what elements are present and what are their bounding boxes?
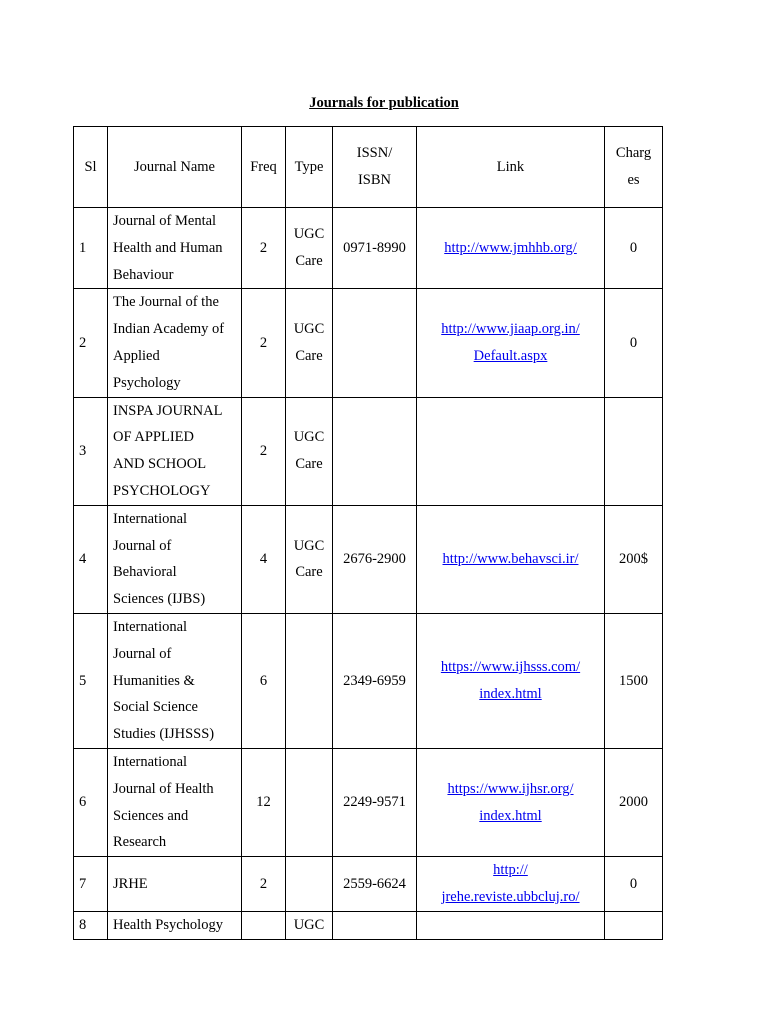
- issn-cell: 0971-8990: [333, 208, 417, 289]
- journal-name-cell: [108, 289, 242, 397]
- header-journal-name: Journal Name: [108, 127, 242, 208]
- journal-name-cell-line: INSPA JOURNAL: [113, 402, 223, 419]
- issn-cell: 2349-6959: [333, 613, 417, 748]
- table-row: [74, 911, 663, 939]
- journal-name-cell-line: Research: [113, 834, 167, 851]
- journal-name-cell-line: Health and Human: [113, 239, 223, 256]
- header-sl: Sl: [74, 127, 108, 208]
- link-cell: [417, 748, 605, 856]
- journal-link[interactable]: [422, 546, 599, 573]
- header-row: [74, 127, 663, 208]
- header-issn: [333, 127, 417, 208]
- charges-cell: 0: [605, 289, 663, 397]
- link-cell: [417, 857, 605, 912]
- journal-link[interactable]: [422, 235, 599, 262]
- journal-name-cell-line: PSYCHOLOGY: [113, 482, 211, 499]
- charges-cell: 0: [605, 208, 663, 289]
- type-cell: [286, 613, 333, 748]
- journal-name-cell-line: The Journal of the: [113, 294, 219, 311]
- frequency-cell: 2: [242, 208, 286, 289]
- journal-name-cell-line: OF APPLIED: [113, 429, 194, 446]
- type-cell: [286, 857, 333, 912]
- journal-link-line: index.html: [479, 685, 542, 702]
- journal-link-line: https://www.ijhsr.org/: [447, 780, 574, 797]
- type-cell-line: UGC: [293, 916, 325, 933]
- header-issn-line: ISBN: [357, 172, 392, 188]
- journal-name-cell-line: JRHE: [113, 875, 148, 892]
- type-cell: [286, 505, 333, 613]
- type-cell: [286, 208, 333, 289]
- frequency-cell: 2: [242, 289, 286, 397]
- table-row: [74, 208, 663, 289]
- journal-link[interactable]: [422, 654, 599, 708]
- link-cell: [417, 208, 605, 289]
- journal-link-line: http://www.jmhhb.org/: [444, 239, 577, 256]
- charges-cell: [605, 397, 663, 505]
- serial-cell: 1: [74, 208, 108, 289]
- type-cell-line: UGC: [293, 537, 325, 554]
- journal-name-cell-line: International: [113, 618, 188, 635]
- link-cell: [417, 397, 605, 505]
- charges-cell: 1500: [605, 613, 663, 748]
- header-type: Type: [286, 127, 333, 208]
- type-cell-line: Care: [295, 253, 323, 270]
- type-cell-line: UGC: [293, 321, 325, 338]
- journal-link-line: index.html: [479, 807, 542, 824]
- serial-cell: 7: [74, 857, 108, 912]
- journal-name-cell-line: Sciences and: [113, 807, 189, 824]
- table-row: [74, 505, 663, 613]
- journal-name-cell-line: Health Psychology: [113, 916, 223, 933]
- journal-name-cell: [108, 613, 242, 748]
- serial-cell: 2: [74, 289, 108, 397]
- journals-table: [73, 126, 663, 940]
- journal-link[interactable]: [422, 857, 599, 911]
- serial-cell: 8: [74, 911, 108, 939]
- journal-name-cell-line: Psychology: [113, 374, 181, 391]
- frequency-cell: 4: [242, 505, 286, 613]
- journal-name-cell: [108, 748, 242, 856]
- journal-link-line: jrehe.reviste.ubbcluj.ro/: [441, 888, 580, 905]
- journal-name-cell-line: Indian Academy of: [113, 321, 225, 338]
- type-cell-line: Care: [295, 564, 323, 581]
- journal-name-cell-line: Behaviour: [113, 266, 174, 283]
- header-issn-line: ISSN/: [356, 145, 393, 162]
- link-cell: [417, 911, 605, 939]
- header-charges-line: es: [627, 172, 640, 188]
- type-cell-line: UGC: [293, 226, 325, 243]
- journal-link-line: https://www.ijhsss.com/: [440, 659, 581, 676]
- journal-name-cell-line: Journal of Health: [113, 780, 214, 797]
- issn-cell: 2559-6624: [333, 857, 417, 912]
- type-cell: [286, 289, 333, 397]
- journal-name-cell: [108, 397, 242, 505]
- charges-cell: 0: [605, 857, 663, 912]
- journal-link-line: http://www.behavsci.ir/: [442, 550, 579, 567]
- journal-name-cell: [108, 911, 242, 939]
- issn-cell: [333, 289, 417, 397]
- journal-name-cell-line: Social Science: [113, 699, 198, 716]
- journal-name-cell-line: AND SCHOOL: [113, 456, 207, 473]
- table-row: [74, 289, 663, 397]
- issn-cell: [333, 911, 417, 939]
- link-cell: [417, 505, 605, 613]
- type-cell-line: Care: [295, 456, 323, 473]
- table-row: [74, 748, 663, 856]
- type-cell-line: UGC: [293, 429, 325, 446]
- issn-cell: 2249-9571: [333, 748, 417, 856]
- journal-name-cell: [108, 208, 242, 289]
- journal-name-cell-line: International: [113, 753, 188, 770]
- page-title: Journals for publication: [309, 95, 459, 111]
- frequency-cell: 6: [242, 613, 286, 748]
- serial-cell: 4: [74, 505, 108, 613]
- type-cell: [286, 748, 333, 856]
- charges-cell: 2000: [605, 748, 663, 856]
- frequency-cell: 2: [242, 397, 286, 505]
- journal-name-cell-line: Behavioral: [113, 564, 177, 581]
- journal-name-cell-line: Journal of: [113, 645, 172, 662]
- header-link: Link: [417, 127, 605, 208]
- journal-link-line: http://www.jiaap.org.in/: [441, 321, 580, 338]
- journal-name-cell-line: Humanities &: [113, 672, 195, 689]
- header-charges-line: Charg: [615, 145, 652, 162]
- journal-name-cell-line: Sciences (IJBS): [113, 591, 206, 608]
- journal-name-cell-line: Applied: [113, 347, 160, 364]
- table-row: [74, 613, 663, 748]
- header-charges: [605, 127, 663, 208]
- issn-cell: [333, 397, 417, 505]
- link-cell: [417, 613, 605, 748]
- journal-link-line: Default.aspx: [473, 347, 548, 364]
- link-cell: [417, 289, 605, 397]
- charges-cell: [605, 911, 663, 939]
- journal-name-cell-line: Studies (IJHSSS): [113, 726, 215, 743]
- type-cell: [286, 911, 333, 939]
- frequency-cell: 2: [242, 857, 286, 912]
- journal-name-cell-line: Journal of: [113, 537, 172, 554]
- journal-name-cell: [108, 857, 242, 912]
- table-body: [74, 208, 663, 940]
- frequency-cell: [242, 911, 286, 939]
- serial-cell: 6: [74, 748, 108, 856]
- table-row: [74, 397, 663, 505]
- serial-cell: 3: [74, 397, 108, 505]
- journal-name-cell: [108, 505, 242, 613]
- journal-link-line: http://: [493, 862, 528, 879]
- frequency-cell: 12: [242, 748, 286, 856]
- type-cell-line: Care: [295, 347, 323, 364]
- journal-name-cell-line: Journal of Mental: [113, 213, 217, 229]
- header-freq: Freq: [242, 127, 286, 208]
- journal-name-cell-line: International: [113, 510, 188, 527]
- issn-cell: 2676-2900: [333, 505, 417, 613]
- table-row: [74, 857, 663, 912]
- type-cell: [286, 397, 333, 505]
- charges-cell: 200$: [605, 505, 663, 613]
- serial-cell: 5: [74, 613, 108, 748]
- journal-link[interactable]: [422, 776, 599, 830]
- journal-link[interactable]: [422, 316, 599, 370]
